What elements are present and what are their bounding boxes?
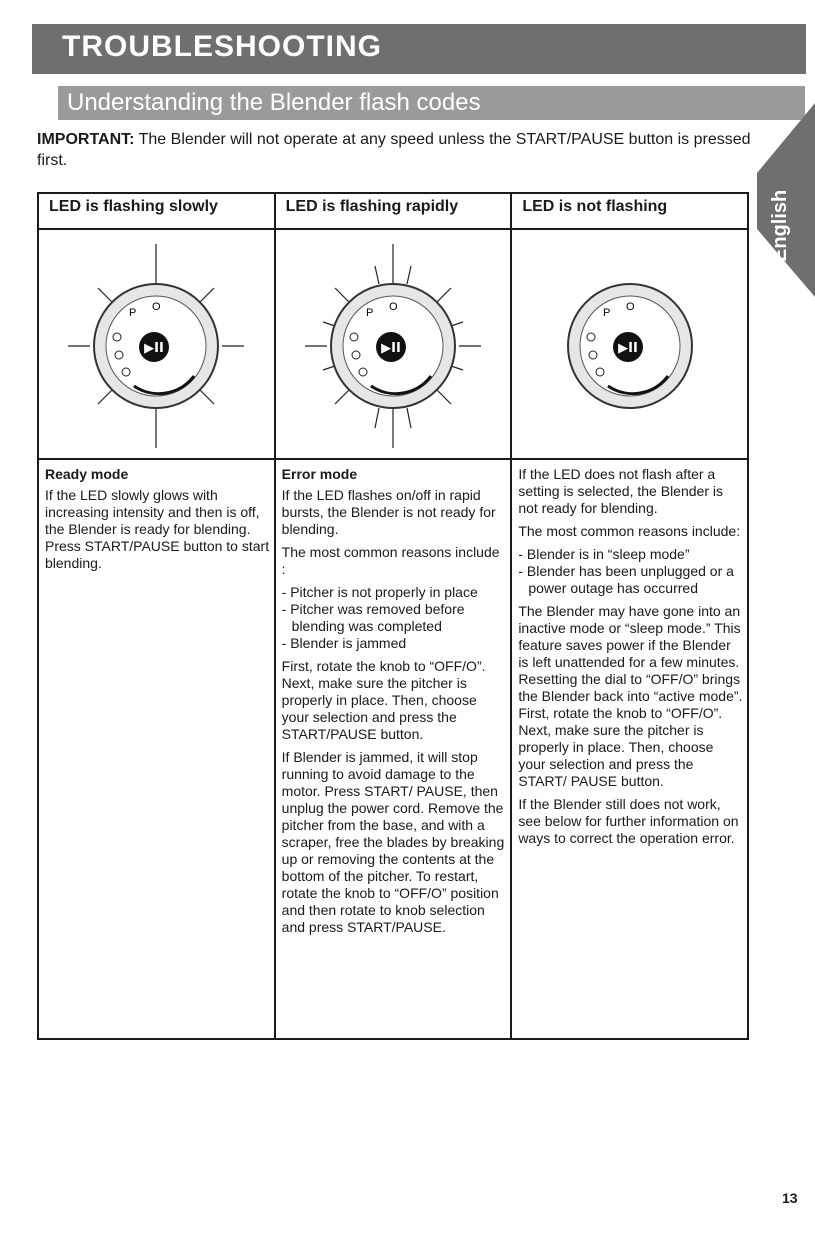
header-flashing-rapidly: LED is flashing rapidly <box>275 193 512 229</box>
dial-steady-cell <box>511 229 748 459</box>
error-mode-intro: If the LED flashes on/off in rapid bursts, the Blender is not ready for blending. <box>281 487 496 537</box>
list-item: - Blender is jammed <box>281 635 407 651</box>
section-subtitle: Understanding the Blender flash codes <box>67 89 481 116</box>
dial-slow-cell <box>38 229 275 459</box>
play-pause-icon: ▶II <box>144 341 165 356</box>
ready-mode-title: Ready mode <box>45 466 129 482</box>
play-pause-icon: ▶II <box>381 341 401 356</box>
error-mode-reasons-label: The most common reasons include : <box>281 544 500 577</box>
language-tab-label: English <box>769 189 791 262</box>
dial-o-letter: O <box>152 301 161 313</box>
list-item: - Blender has been unplugged or a power outage has occurred <box>518 563 734 596</box>
important-text: The Blender will not operate at any speed unless the START/PAUSE button is pressed first. <box>37 131 751 169</box>
list-item: - Pitcher was removed before blending was completed <box>281 601 465 634</box>
not-flashing-reasons-list <box>518 546 743 597</box>
dial-o-letter: O <box>388 301 398 313</box>
dial-p-letter: P <box>365 307 374 319</box>
error-mode-title: Error mode <box>281 466 358 482</box>
important-label: IMPORTANT: <box>37 131 135 148</box>
error-mode-reasons-list <box>282 584 507 652</box>
dial-rapid-cell <box>275 229 512 459</box>
dial-slow-illustration <box>56 236 256 454</box>
error-mode-jammed: If Blender is jammed, it will stop running to avoid damage to the motor. Press START/ PAUSE, then unplug the power cord. Remove the pitcher from the base, and with a scraper, free the blades by breaking up or removing the contents at the bottom of the pitcher. To restart, rotate the knob to “OFF/O” position and then rotate to knob selection and press START/PAUSE. <box>281 749 505 935</box>
not-flashing-intro: If the LED does not flash after a setting is selected, the Blender is not ready for blending. <box>518 466 723 516</box>
error-mode-cell <box>275 459 512 1039</box>
not-flashing-further: If the Blender still does not work, see below for further information on ways to correct the operation error. <box>518 796 739 846</box>
list-item: - Pitcher is not properly in place <box>281 584 478 600</box>
not-flashing-sleep: The Blender may have gone into an inactive mode or “sleep mode.” This feature saves power if the Blender is left unattended for a few minutes. Resetting the dial to “OFF/O” brings the Blender back into “active mode”. First, rotate the knob to “OFF/O”. Next, make sure the pitcher is properly in place. Then, choose your selection and press the START/ PAUSE button. <box>518 603 743 789</box>
dial-steady-illustration <box>530 236 730 454</box>
play-pause-icon: ▶II <box>617 341 638 356</box>
not-flashing-cell <box>511 459 748 1039</box>
page-number: 13 <box>782 1190 798 1206</box>
not-flashing-reasons-label: The most common reasons include: <box>518 523 741 539</box>
dial-p-letter: P <box>129 307 137 319</box>
dial-p-letter: P <box>602 307 610 319</box>
flash-codes-table <box>37 192 749 1040</box>
page-title: TROUBLESHOOTING <box>62 30 382 63</box>
dial-o-letter: O <box>625 301 635 313</box>
ready-mode-text: If the LED slowly glows with increasing intensity and then is off, the Blender is ready for blending. Press START/PAUSE button to start blending. <box>45 487 270 571</box>
ready-mode-cell <box>38 459 275 1039</box>
list-item: - Blender is in “sleep mode” <box>518 546 690 562</box>
dial-rapid-illustration <box>293 236 493 454</box>
header-not-flashing: LED is not flashing <box>511 193 748 229</box>
error-mode-steps: First, rotate the knob to “OFF/O”. Next, make sure the pitcher is properly in place. Then, choose your selection and press the START/PAUSE button. <box>281 658 486 742</box>
header-flashing-slowly: LED is flashing slowly <box>38 193 275 229</box>
important-note <box>37 129 757 171</box>
